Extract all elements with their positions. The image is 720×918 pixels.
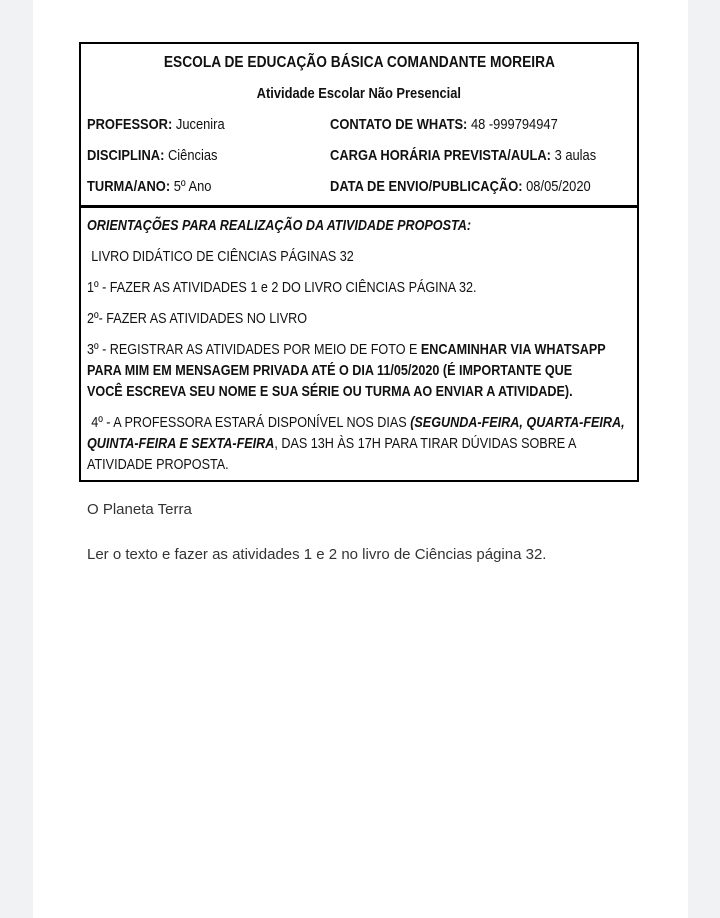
whats-contact-value: 48 -999794947 (470, 116, 558, 133)
carga-horaria-label: CARGA HORÁRIA PREVISTA/AULA: (330, 147, 551, 164)
carga-horaria-cell (330, 140, 640, 171)
orientation-text-run: 1º - FAZER AS ATIVIDADES 1 e 2 DO LIVRO CIÊNCIAS PÁGINA 32. (87, 279, 477, 296)
whats-contact-label: CONTATO DE WHATS: (330, 116, 468, 133)
reading-instruction: Ler o texto e fazer as atividades 1 e 2 no livro de Ciências página 32. (87, 546, 547, 563)
orientation-text-run: ORIENTAÇÕES PARA REALIZAÇÃO DA ATIVIDADE PROPOSTA: (87, 217, 472, 234)
orientation-line (87, 454, 544, 475)
school-name (87, 47, 631, 78)
activity-header-table (79, 42, 639, 207)
orientation-text-run: 2º- FAZER AS ATIVIDADES NO LIVRO (87, 310, 308, 327)
orientation-text-run: PARA MIM EM MENSAGEM PRIVADA ATÉ O DIA 11/05/2020 (É IMPORTANTE QUE (87, 362, 573, 379)
orientation-line (87, 339, 606, 360)
orientation-text-run: LIVRO DIDÁTICO DE CIÊNCIAS PÁGINAS 32 (91, 248, 354, 265)
orientation-line (87, 360, 573, 381)
orientation-line (87, 381, 573, 402)
disciplina-label: DISCIPLINA: (87, 147, 165, 164)
orientation-line (87, 215, 544, 236)
professor-value: Jucenira (175, 116, 225, 133)
orientation-text-run: 4º - A PROFESSORA ESTARÁ DISPONÍVEL NOS DIAS (91, 414, 411, 431)
carga-horaria-value: 3 aulas (554, 147, 597, 164)
document-content (79, 42, 639, 565)
orientation-line (87, 308, 544, 329)
professor-label: PROFESSOR: (87, 116, 173, 133)
orientation-text-run: QUINTA-FEIRA E SEXTA-FEIRA (87, 435, 275, 452)
data-envio-label: DATA DE ENVIO/PUBLICAÇÃO: (330, 178, 523, 195)
orientation-text-run: , DAS 13H ÀS 17H PARA TIRAR DÚVIDAS SOBRE A (274, 435, 577, 452)
disciplina-cell (87, 140, 330, 171)
orientation-line (87, 433, 577, 454)
orientation-line (87, 277, 544, 298)
orientation-box (79, 206, 639, 482)
orientation-line (87, 246, 544, 267)
data-envio-cell (330, 171, 633, 202)
disciplina-value: Ciências (167, 147, 218, 164)
data-envio-value: 08/05/2020 (526, 178, 591, 195)
info-row-professor (87, 109, 631, 140)
orientation-text-run: VOCÊ ESCREVA SEU NOME E SUA SÉRIE OU TURMA AO ENVIAR A ATIVIDADE). (87, 383, 573, 400)
turma-cell (87, 171, 330, 202)
orientation-text-run: 3º - REGISTRAR AS ATIVIDADES POR MEIO DE FOTO E (87, 341, 421, 358)
document-page (33, 0, 688, 918)
orientation-text-run: ENCAMINHAR VIA WHATSAPP (420, 341, 606, 358)
orientation-text-run: ATIVIDADE PROPOSTA. (87, 456, 229, 473)
orientation-line (87, 412, 625, 433)
school-name-text: ESCOLA DE EDUCAÇÃO BÁSICA COMANDANTE MOREIRA (163, 54, 555, 71)
topic-title: O Planeta Terra (87, 501, 192, 518)
orientation-text-run: (SEGUNDA-FEIRA, QUARTA-FEIRA, (410, 414, 625, 431)
professor-cell (87, 109, 330, 140)
turma-label: TURMA/ANO: (87, 178, 171, 195)
info-row-disciplina (87, 140, 631, 171)
whats-contact-cell (330, 109, 631, 140)
activity-type-text: Atividade Escolar Não Presencial (256, 85, 462, 102)
info-row-turma (87, 171, 631, 202)
activity-type (87, 78, 631, 109)
turma-value: 5º Ano (173, 178, 212, 195)
